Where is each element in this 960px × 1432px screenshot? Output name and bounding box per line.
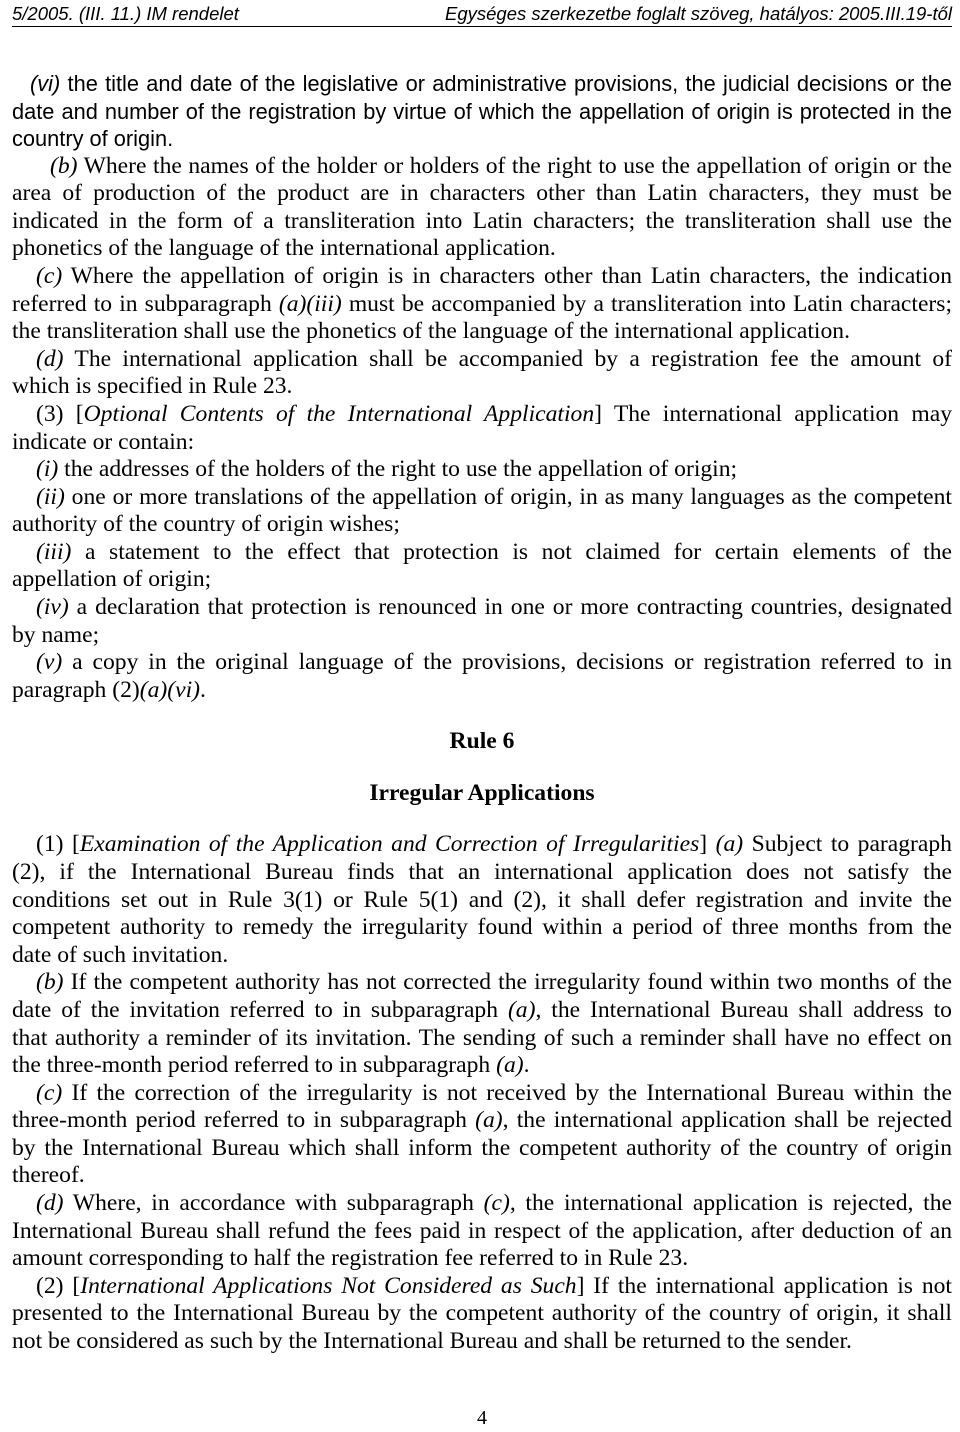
text-line: (v) a copy in the original language of the provisions, decisions or registration referred to in bbox=[36, 649, 952, 676]
italic-run: (c) bbox=[36, 263, 63, 290]
italic-run: (vi) bbox=[30, 71, 61, 96]
text-line: (ii) one or more translations of the appellation of origin, in as many languages as the competent bbox=[36, 483, 952, 510]
paragraph-vi bbox=[12, 70, 952, 153]
paragraph-1-b bbox=[12, 969, 952, 1079]
text-line: the transliteration shall use the phonetics of the language of the international application. bbox=[12, 318, 850, 345]
text-line: phonetics of the language of the international application. bbox=[12, 235, 556, 262]
text-line: authority of the country of origin wishes; bbox=[12, 511, 400, 538]
italic-run: (v) bbox=[36, 649, 63, 676]
text-line: (c) Where the appellation of origin is in characters other than Latin characters, the indication bbox=[36, 263, 952, 290]
paragraph-i bbox=[12, 456, 952, 484]
paragraph-2 bbox=[12, 1273, 952, 1356]
text-line: by the International Bureau which shall inform the competent authority of the country of origin bbox=[12, 1134, 952, 1161]
italic-run: (c) bbox=[483, 1189, 510, 1216]
text-line: (2) [International Applications Not Considered as Such] If the international application is not bbox=[36, 1272, 952, 1299]
italic-run: (i) bbox=[36, 456, 59, 483]
text-line: three-month period referred to in subparagraph (a), the international application shall be rejected bbox=[12, 1107, 952, 1134]
text-line: date and number of the registration by virtue of which the appellation of origin is protected in the bbox=[12, 98, 952, 124]
paragraph-c bbox=[12, 263, 952, 346]
text-line: (2), if the International Bureau finds that an international application does not satisfy the bbox=[12, 859, 952, 886]
document-body bbox=[12, 70, 952, 1355]
regulation-reference: 5/2005. (III. 11.) IM rendelet bbox=[12, 3, 239, 24]
rule-number-heading: Rule 6 bbox=[449, 728, 515, 755]
text-line: (vi) the title and date of the legislative or administrative provisions, the judicial decisions or the bbox=[30, 71, 952, 96]
consolidated-text-notice: Egységes szerkezetbe foglalt szöveg, hatályos: 2005.III.19-től bbox=[445, 3, 952, 24]
page-number: 4 bbox=[477, 1407, 487, 1429]
italic-run: (ii) bbox=[36, 483, 65, 510]
italic-run: (b) bbox=[50, 152, 78, 179]
italic-run: (iii) bbox=[36, 538, 72, 565]
text-line: indicate or contain: bbox=[12, 428, 195, 455]
paragraph-b bbox=[12, 153, 952, 263]
text-line: not be considered as such by the International Bureau and shall be returned to the sender. bbox=[12, 1327, 852, 1354]
text-line: by name; bbox=[12, 621, 100, 648]
page-header bbox=[12, 2, 952, 27]
text-line: (b) If the competent authority has not corrected the irregularity found within two months of the bbox=[36, 969, 952, 996]
text-line: International Bureau shall refund the fees paid in respect of the application, after deduction of an bbox=[12, 1217, 952, 1244]
text-line: area of production of the product are in characters other than Latin characters, they must be bbox=[12, 180, 952, 207]
italic-run: (a) bbox=[496, 1052, 524, 1079]
text-line: which is specified in Rule 23. bbox=[12, 373, 293, 400]
text-line: date of such invitation. bbox=[12, 941, 229, 968]
text-line: (d) Where, in accordance with subparagraph (c), the international application is rejected, the bbox=[36, 1189, 952, 1216]
text-line: thereof. bbox=[12, 1162, 85, 1189]
text-line: the three-month period referred to in subparagraph (a). bbox=[12, 1052, 530, 1079]
text-line: appellation of origin; bbox=[12, 566, 212, 593]
text-line: paragraph (2)(a)(vi). bbox=[12, 676, 206, 703]
text-line: competent authority to remedy the irregularity found within a period of three months from the bbox=[12, 914, 952, 941]
text-line: referred to in subparagraph (a)(iii) must be accompanied by a transliteration into Latin characters; bbox=[12, 290, 953, 317]
paragraph-3 bbox=[12, 401, 952, 456]
italic-run: (d) bbox=[36, 1189, 64, 1216]
italic-run: (d) bbox=[36, 345, 64, 372]
italic-run: Examination of the Application and Correction of Irregularities bbox=[79, 831, 700, 858]
text-line: (i) the addresses of the holders of the right to use the appellation of origin; bbox=[36, 456, 738, 483]
text-line: that authority a reminder of its invitation. The sending of such a reminder shall have no effect on bbox=[12, 1024, 952, 1051]
text-line: presented to the International Bureau by the competent authority of the country of origin, it shall bbox=[12, 1300, 952, 1327]
paragraph-v bbox=[12, 649, 952, 704]
italic-run: Optional Contents of the International Application bbox=[83, 400, 595, 427]
italic-run: (a)(vi) bbox=[139, 676, 200, 703]
paragraph-1-d bbox=[12, 1190, 952, 1273]
paragraph-ii bbox=[12, 484, 952, 539]
text-line: date of the invitation referred to in subparagraph (a), the International Bureau shall address to bbox=[12, 996, 952, 1023]
italic-run: (b) bbox=[36, 969, 64, 996]
paragraph-iii bbox=[12, 539, 952, 594]
rule-title-heading: Irregular Applications bbox=[369, 779, 595, 806]
italic-run: (a)(iii) bbox=[278, 290, 342, 317]
italic-run: (iv) bbox=[36, 593, 69, 620]
text-line: amount corresponding to half the registration fee referred to in Rule 23. bbox=[12, 1245, 689, 1272]
italic-run: (c) bbox=[36, 1079, 63, 1106]
italic-run: International Applications Not Considered as Such bbox=[80, 1272, 577, 1299]
italic-run: (a) bbox=[507, 996, 536, 1023]
paragraph-d bbox=[12, 346, 952, 401]
paragraph-1 bbox=[12, 831, 952, 969]
italic-run: (a) bbox=[475, 1107, 503, 1134]
text-line: (iii) a statement to the effect that protection is not claimed for certain elements of the bbox=[36, 538, 952, 565]
italic-run: (a) bbox=[715, 831, 744, 858]
text-line: (d) The international application shall be accompanied by a registration fee the amount of bbox=[36, 345, 952, 372]
text-line: (iv) a declaration that protection is renounced in one or more contracting countries, designated bbox=[36, 593, 952, 620]
paragraph-1-c bbox=[12, 1080, 952, 1190]
text-line: conditions set out in Rule 3(1) or Rule 5(1) and (2), it shall defer registration and invite the bbox=[12, 886, 952, 913]
text-line: indicated in the form of a transliteration into Latin characters; the transliteration shall use the bbox=[12, 207, 952, 234]
text-line: (b) Where the names of the holder or holders of the right to use the appellation of origin or the bbox=[50, 152, 952, 179]
text-line: country of origin. bbox=[12, 126, 174, 152]
text-line: (3) [Optional Contents of the International Application] The international application may bbox=[36, 400, 952, 427]
paragraph-iv bbox=[12, 594, 952, 649]
text-line: (c) If the correction of the irregularity is not received by the International Bureau within the bbox=[36, 1079, 952, 1106]
text-line: (1) [Examination of the Application and Correction of Irregularities] (a) Subject to paragraph bbox=[36, 831, 952, 858]
